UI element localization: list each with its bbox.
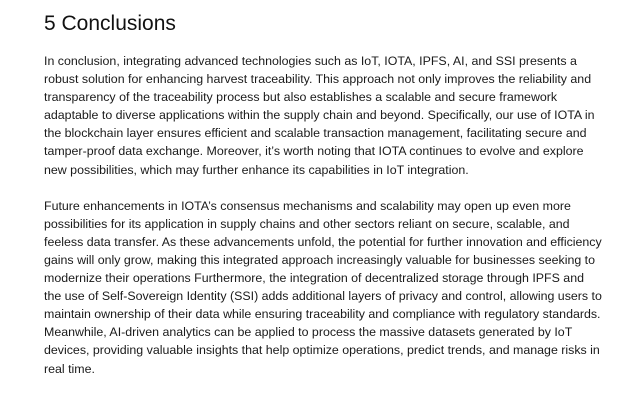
paragraph-future-enhancements: Future enhancements in IOTA’s consensus mechanisms and scalability may open up even more possibilities for its application in supply chains and other sectors reliant on secure, scalable, and feeless data transfer. As these advancements unfold, the potential for further innovation and efficiency gains will only grow, making this integrated approach increasingly valuable for businesses seeking to modernize their operations Furthermore, the integration of decentralized storage through IPFS and the use of Self-Sovereign Identity (SSI) adds additional layers of privacy and control, allowing users to maintain ownership of their data while ensuring traceability and compliance with regulatory standards. Meanwhile, AI-driven analytics can be applied to process the massive datasets generated by IoT devices, providing valuable insights that help optimize operations, predict trends, and manage risks in real time. <box>44 198 602 376</box>
section-title: 5 Conclusions <box>44 12 176 35</box>
document-page <box>44 10 604 378</box>
paragraph-conclusion-intro: In conclusion, integrating advanced technologies such as IoT, IOTA, IPFS, AI, and SSI presents a robust solution for enhancing harvest traceability. This approach not only improves the reliability and transparency of the traceability process but also establishes a scalable and secure framework adaptable to diverse applications within the supply chain and beyond. Specifically, our use of IOTA in the blockchain layer ensures efficient and scalable transaction management, facilitating secure and tamper-proof data exchange. Moreover, it’s worth noting that IOTA continues to evolve and explore new possibilities, which may further enhance its capabilities in IoT integration. <box>44 54 595 177</box>
